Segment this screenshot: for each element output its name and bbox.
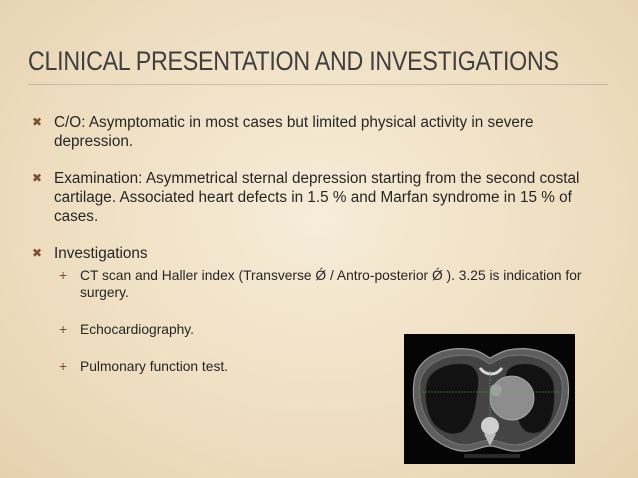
sub-bullet-item <box>32 358 400 375</box>
bullet-text: Investigations <box>54 245 148 262</box>
bullet-x-icon: ✖ <box>32 171 43 185</box>
ct-scan-illustration <box>404 334 575 464</box>
ct-scan-image <box>404 334 575 464</box>
sub-bullet-text: Pulmonary function test. <box>80 359 229 374</box>
plus-icon: + <box>59 267 68 283</box>
sub-bullet-item <box>32 267 600 301</box>
bullet-item <box>32 113 612 151</box>
sub-bullet-item <box>32 321 400 338</box>
bullet-item <box>32 244 612 263</box>
bullet-text: Examination: Asymmetrical sternal depression starting from the second costal cartilage. Associated heart defects in 1.5 % and Marfan syndrome in 15 % of cases. <box>54 170 580 225</box>
plus-icon: + <box>59 358 68 374</box>
bullet-item <box>32 169 612 226</box>
bullet-x-icon: ✖ <box>32 246 43 260</box>
sub-bullet-text: Echocardiography. <box>80 322 195 337</box>
bullet-text: C/O: Asymptomatic in most cases but limited physical activity in severe depression. <box>54 114 534 150</box>
slide-title: CLINICAL PRESENTATION AND INVESTIGATIONS <box>28 46 559 76</box>
title-divider <box>28 84 608 85</box>
plus-icon: + <box>59 321 68 337</box>
sub-bullet-text: CT scan and Haller index (Transverse Ǿ / Antro-posterior Ǿ ). 3.25 is indication for surgery. <box>80 268 582 300</box>
bullet-x-icon: ✖ <box>32 115 43 129</box>
